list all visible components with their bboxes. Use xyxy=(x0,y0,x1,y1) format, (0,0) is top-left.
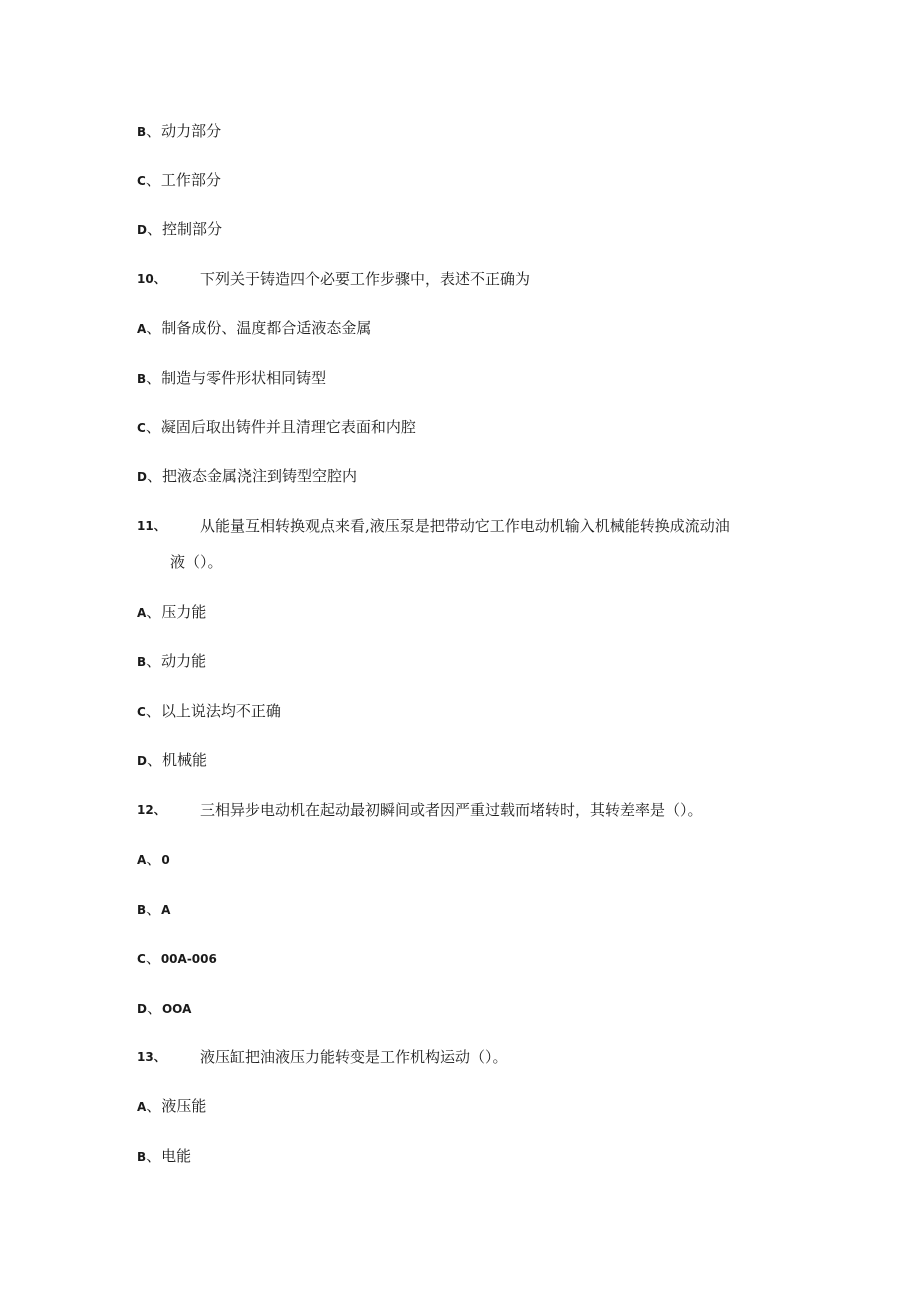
question-text-continued xyxy=(170,552,223,572)
option-row xyxy=(137,651,206,672)
option-separator: 、 xyxy=(145,949,161,967)
option-letter: D xyxy=(137,1002,147,1016)
option-letter: C xyxy=(137,705,146,719)
option-row xyxy=(137,899,170,920)
question-number: 11、 xyxy=(137,519,166,533)
option-row xyxy=(137,318,371,339)
option-letter: C xyxy=(137,952,146,966)
option-letter: A xyxy=(137,853,147,867)
option-separator: 、 xyxy=(146,999,162,1017)
option-separator: 、 xyxy=(146,467,162,485)
question-text: 液（）。 xyxy=(170,553,223,571)
option-text: 机械能 xyxy=(161,751,207,769)
option-separator: 、 xyxy=(146,1097,162,1115)
option-row xyxy=(137,121,221,142)
question-number: 13、 xyxy=(137,1050,166,1064)
option-text: 压力能 xyxy=(161,603,207,621)
option-row xyxy=(137,849,170,870)
option-letter: D xyxy=(137,470,147,484)
option-separator: 、 xyxy=(145,171,161,189)
option-separator: 、 xyxy=(146,220,162,238)
option-row xyxy=(137,998,191,1019)
option-separator: 、 xyxy=(146,652,162,670)
option-letter: C xyxy=(137,421,146,435)
option-text: 0 xyxy=(161,853,170,867)
question-number: 12、 xyxy=(137,803,166,817)
option-row xyxy=(137,170,221,191)
question-text: 下列关于铸造四个必要工作步骤中，表述不正确为 xyxy=(200,270,531,288)
option-separator: 、 xyxy=(146,369,162,387)
option-letter: B xyxy=(137,125,147,139)
option-text: 以上说法均不正确 xyxy=(160,702,281,720)
option-text: A xyxy=(161,903,171,917)
option-letter: D xyxy=(137,754,147,768)
option-text: 工作部分 xyxy=(160,171,221,189)
option-row xyxy=(137,417,416,438)
option-letter: B xyxy=(137,655,147,669)
question-text: 从能量互相转换观点来看,液压泵是把带动它工作电动机输入机械能转换成流动油 xyxy=(200,517,730,535)
option-separator: 、 xyxy=(146,319,162,337)
option-row xyxy=(137,368,326,389)
option-row xyxy=(137,602,206,623)
option-separator: 、 xyxy=(146,850,162,868)
option-separator: 、 xyxy=(146,1147,162,1165)
option-row xyxy=(137,1096,206,1117)
option-text: OOA xyxy=(161,1002,192,1016)
option-text: 动力部分 xyxy=(161,122,222,140)
option-text: 00A-006 xyxy=(160,952,217,966)
option-letter: C xyxy=(137,174,146,188)
question-number: 10、 xyxy=(137,272,166,286)
question-text: 液压缸把油液压力能转变是工作机构运动（）。 xyxy=(200,1048,508,1066)
option-row xyxy=(137,466,357,487)
option-letter: A xyxy=(137,1100,147,1114)
option-letter: A xyxy=(137,606,147,620)
option-letter: B xyxy=(137,372,147,386)
option-row xyxy=(137,948,217,969)
option-text: 把液态金属浇注到铸型空腔内 xyxy=(161,467,357,485)
question-text: 三相异步电动机在起动最初瞬间或者因严重过载而堵转时，其转差率是（）。 xyxy=(200,801,703,819)
option-separator: 、 xyxy=(145,418,161,436)
option-letter: D xyxy=(137,223,147,237)
option-text: 制备成份、温度都合适液态金属 xyxy=(161,319,372,337)
option-separator: 、 xyxy=(146,603,162,621)
option-row xyxy=(137,701,281,722)
option-row xyxy=(137,219,222,240)
option-separator: 、 xyxy=(146,900,162,918)
option-text: 电能 xyxy=(161,1147,192,1165)
option-separator: 、 xyxy=(146,751,162,769)
option-separator: 、 xyxy=(146,122,162,140)
option-separator: 、 xyxy=(145,702,161,720)
option-letter: B xyxy=(137,903,147,917)
option-text: 动力能 xyxy=(161,652,207,670)
option-text: 凝固后取出铸件并且清理它表面和内腔 xyxy=(160,418,416,436)
option-letter: A xyxy=(137,322,147,336)
option-row xyxy=(137,750,207,771)
option-letter: B xyxy=(137,1150,147,1164)
option-text: 控制部分 xyxy=(161,220,222,238)
option-text: 液压能 xyxy=(161,1097,207,1115)
option-text: 制造与零件形状相同铸型 xyxy=(161,369,327,387)
option-row xyxy=(137,1146,191,1167)
